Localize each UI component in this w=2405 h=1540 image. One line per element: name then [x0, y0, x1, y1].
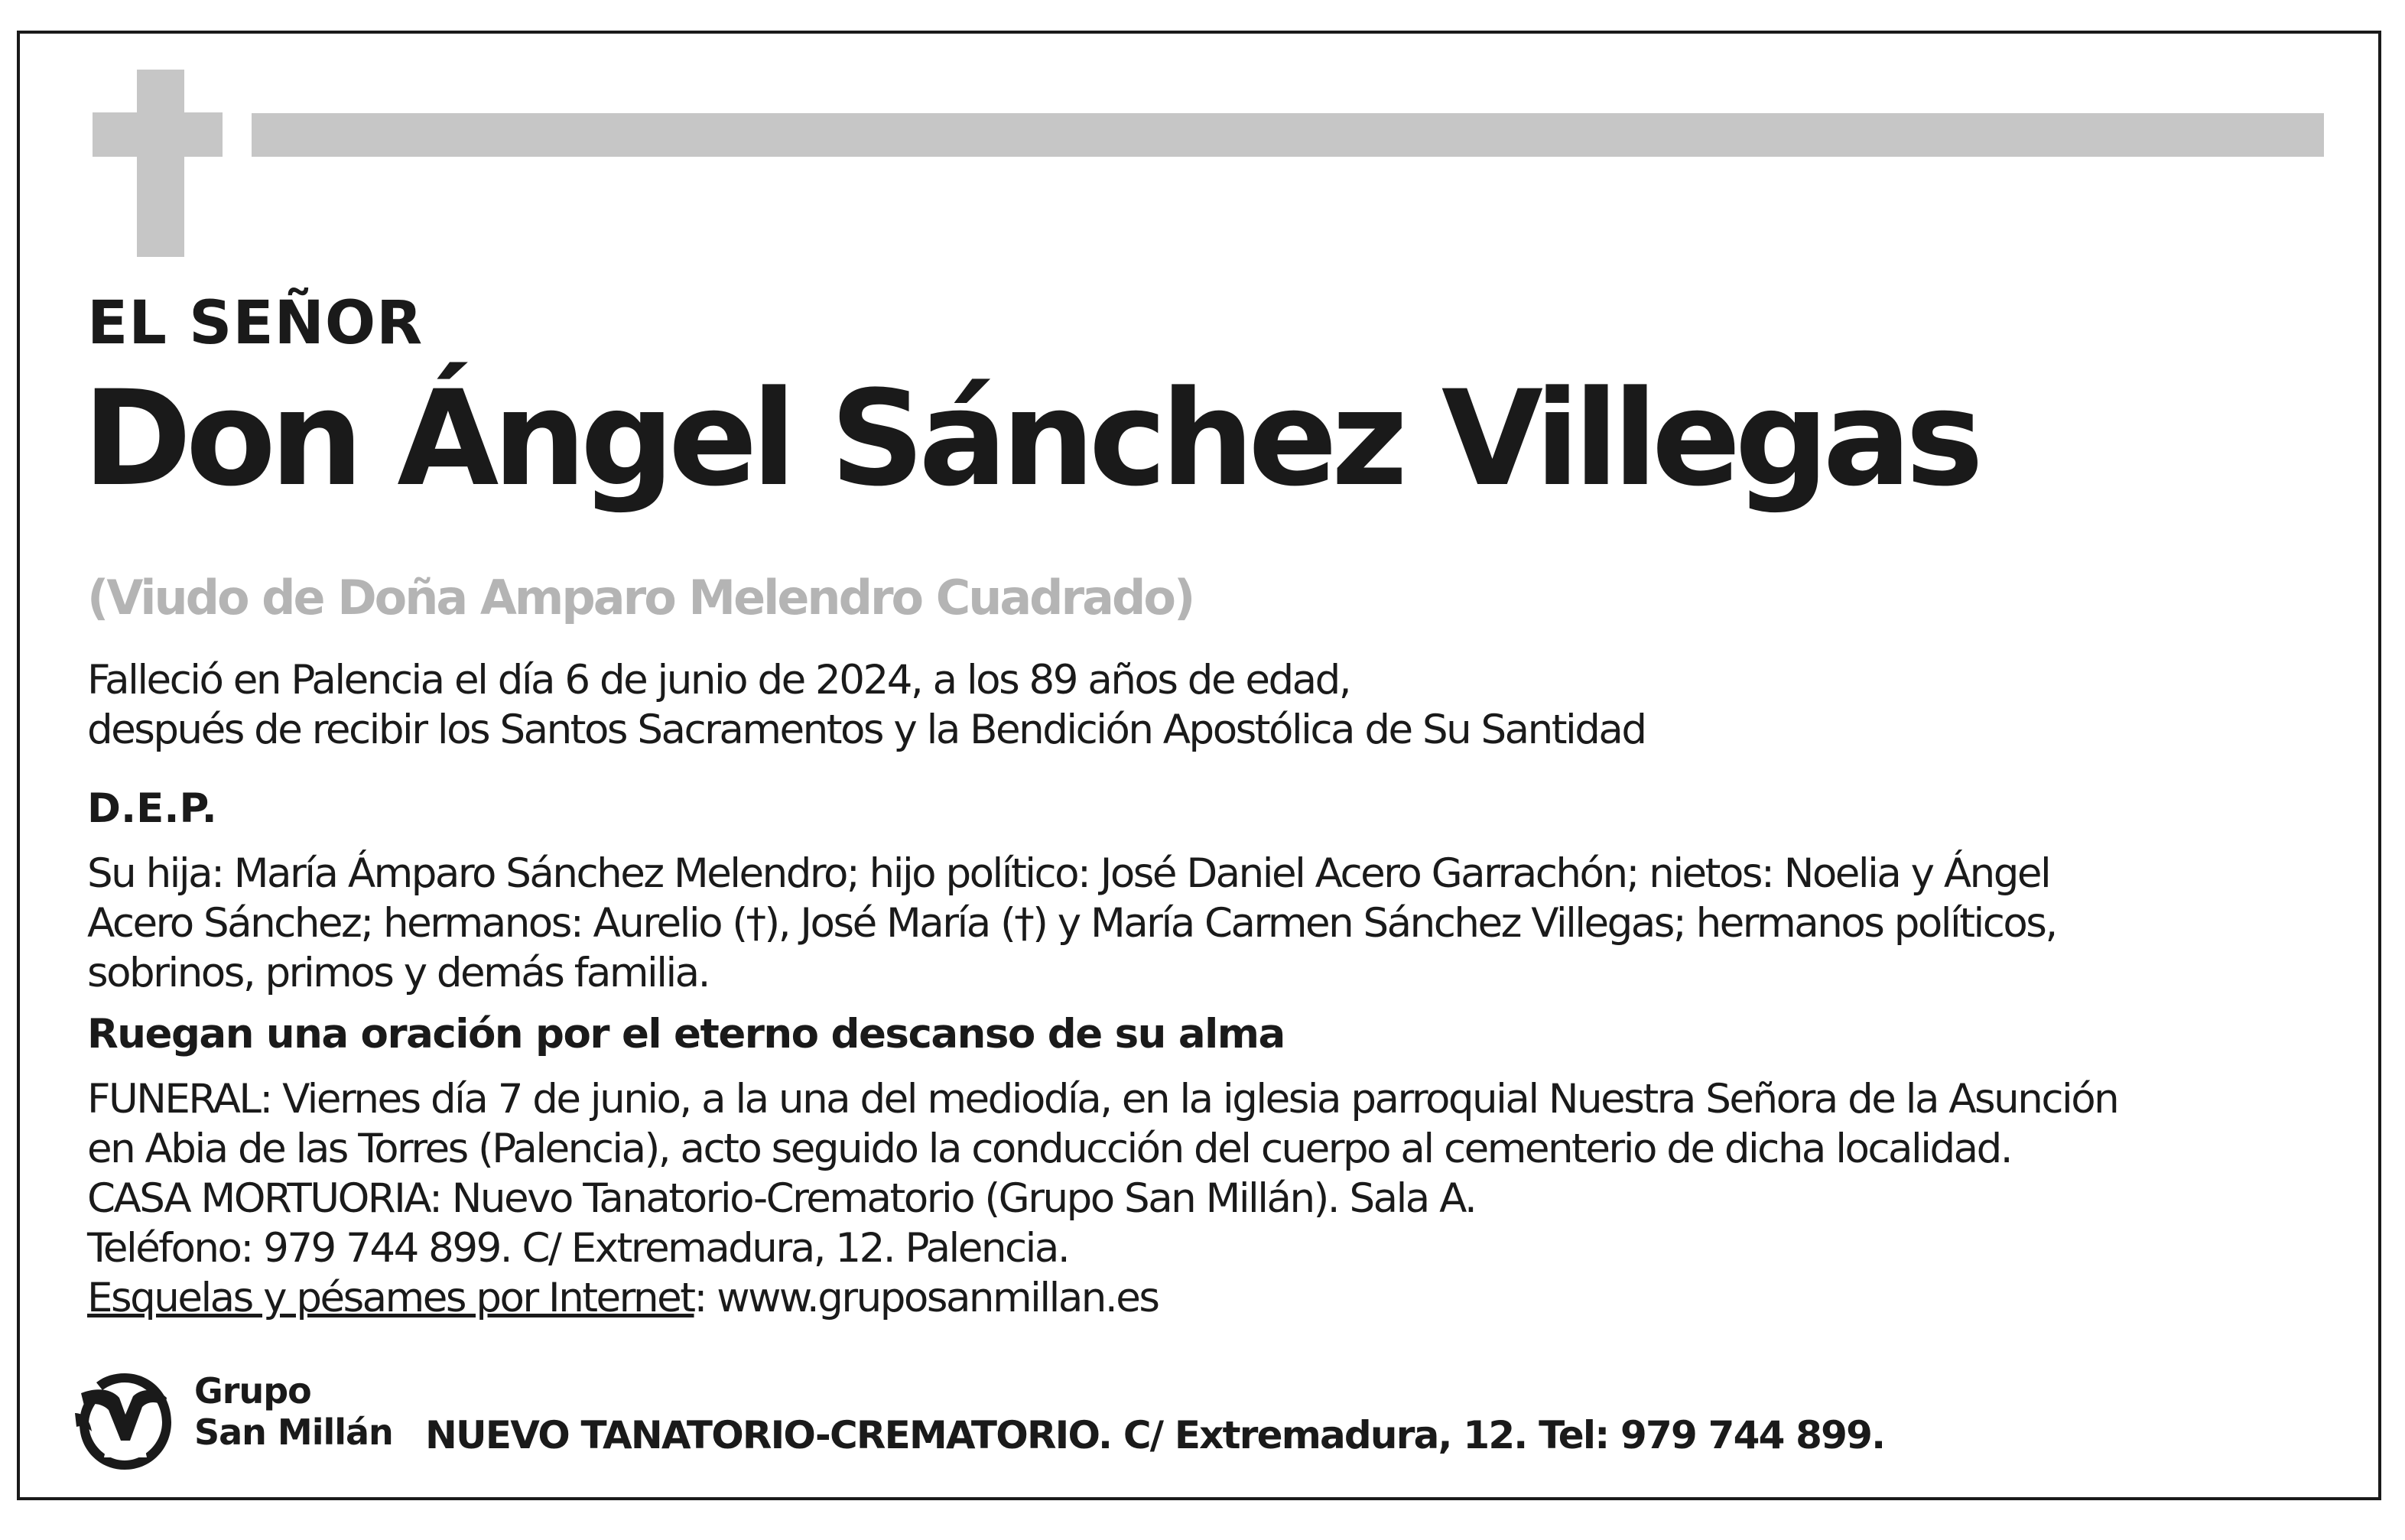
- death-announcement: [87, 655, 1646, 755]
- header-bar: [252, 113, 2324, 157]
- grupo-san-millan-logo: [73, 1367, 177, 1474]
- internet-line: [87, 1273, 2117, 1323]
- prayer-request: Ruegan una oración por el eterno descanso de su alma: [87, 1011, 1285, 1058]
- deceased-name: Don Ángel Sánchez Villegas: [83, 362, 1978, 515]
- footer-address: NUEVO TANATORIO-CREMATORIO. C/ Extremadura, 12. Tel: 979 744 899.: [425, 1413, 1885, 1457]
- family-list: [87, 849, 2056, 998]
- brand-line: Grupo: [194, 1370, 311, 1412]
- funeral-line: CASA MORTUORIA: Nuevo Tanatorio-Crematorio (Grupo San Millán). Sala A.: [87, 1175, 1476, 1222]
- brand-line: San Millán: [194, 1412, 393, 1453]
- family-line: Acero Sánchez; hermanos: Aurelio (†), José María (†) y María Carmen Sánchez Villegas; hermanos políticos,: [87, 900, 2056, 947]
- pretitle: EL SEÑOR: [87, 289, 424, 358]
- internet-label: Esquelas y pésames por Internet: [87, 1275, 694, 1321]
- dep-label: D.E.P.: [87, 785, 217, 832]
- funeral-details: [87, 1074, 2117, 1323]
- funeral-line: FUNERAL: Viernes día 7 de junio, a la una del mediodía, en la iglesia parroquial Nuestra Señora de la Asunción: [87, 1076, 2118, 1123]
- cross-icon: [93, 70, 223, 257]
- family-line: Su hija: María Ámparo Sánchez Melendro; hijo político: José Daniel Acero Garrachón; nietos: Noelia y Ángel: [87, 850, 2050, 897]
- internet-url[interactable]: : www.gruposanmillan.es: [694, 1275, 1159, 1321]
- family-line: sobrinos, primos y demás familia.: [87, 950, 709, 996]
- widow-of: (Viudo de Doña Amparo Melendro Cuadrado): [87, 570, 1194, 625]
- brand-name: [194, 1370, 393, 1453]
- death-line: después de recibir los Santos Sacramentos y la Bendición Apostólica de Su Santidad: [87, 707, 1646, 753]
- funeral-line: Teléfono: 979 744 899. C/ Extremadura, 12. Palencia.: [87, 1225, 1069, 1272]
- death-line: Falleció en Palencia el día 6 de junio de 2024, a los 89 años de edad,: [87, 657, 1350, 703]
- funeral-line: en Abia de las Torres (Palencia), acto seguido la conducción del cuerpo al cementerio de dicha localidad.: [87, 1126, 2012, 1172]
